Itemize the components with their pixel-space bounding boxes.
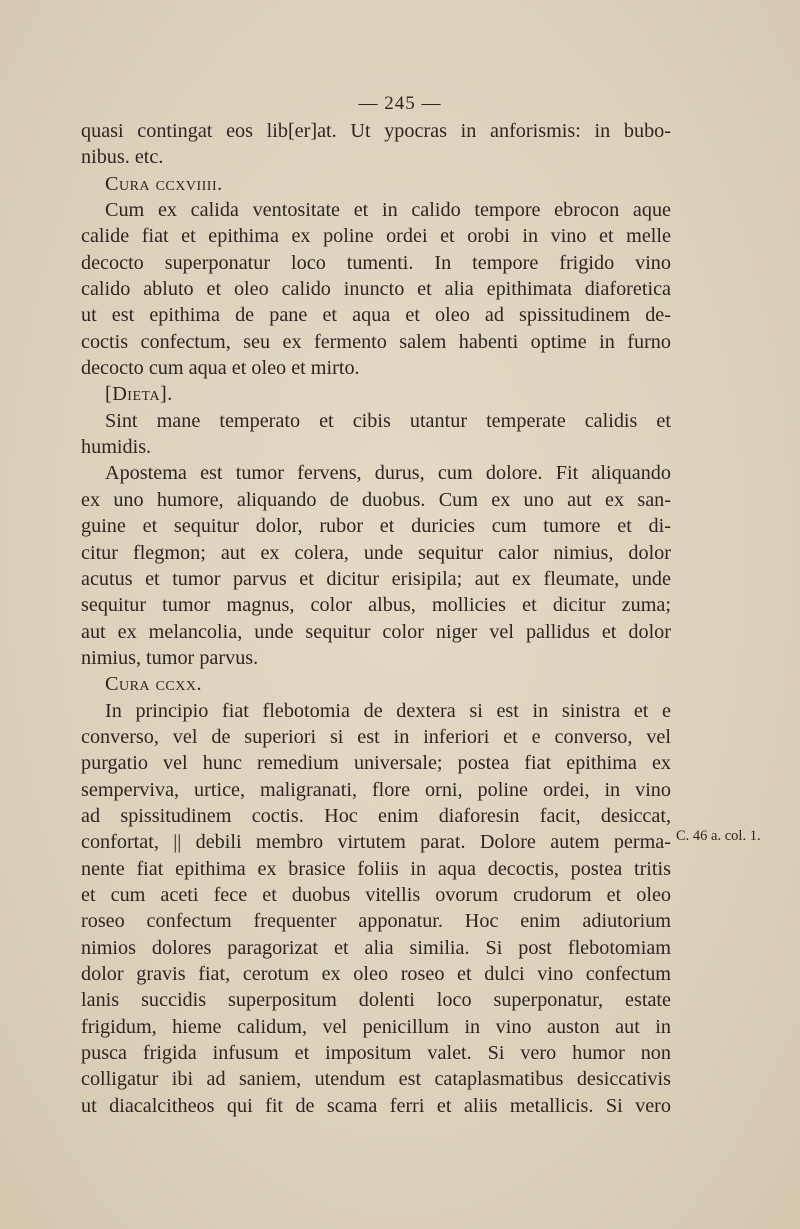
- text-line: humidis.: [81, 436, 152, 459]
- text-line: acutus et tumor parvus et dicitur erisipila; aut ex fleumate, unde: [81, 567, 671, 590]
- text-line: In principio fiat flebotomia de dextera si est in sinistra et e: [105, 699, 671, 722]
- text-line: nimius, tumor parvus.: [81, 646, 259, 669]
- text-line: quasi contingat eos lib[er]at. Ut ypocras in anforismis: in bubo-: [81, 120, 671, 142]
- text-line: Apostema est tumor fervens, durus, cum dolore. Fit aliquando: [105, 462, 671, 485]
- page-number: — 245 —: [358, 93, 442, 114]
- text-line: citur flegmon; aut ex colera, unde sequitur calor nimius, dolor: [81, 541, 671, 564]
- section-heading: Cura ccxviiii.: [105, 172, 223, 195]
- text-line: et cum aceti fece et duobus vitellis ovorum crudorum et oleo: [81, 883, 671, 906]
- text-line: decocto cum aqua et oleo et mirto.: [81, 357, 360, 380]
- text-line: pusca frigida infusum et impositum valet. Si vero humor non: [81, 1042, 671, 1065]
- text-line: nente fiat epithima ex brasice foliis in aqua decoctis, postea tritis: [81, 857, 671, 880]
- margin-note: C. 46 a. col. 1.: [676, 828, 761, 844]
- text-line: converso, vel de superiori si est in inferiori et e converso, vel: [81, 725, 671, 748]
- body-text: [81, 118, 671, 1119]
- text-line: confortat, || debili membro virtutem parat. Dolore autem perma-: [81, 831, 671, 854]
- text-line: nibus. etc.: [81, 146, 164, 169]
- text-line: nimios dolores paragorizat et alia similia. Si post flebotomiam: [81, 936, 671, 959]
- text-line: ex uno humore, aliquando de duobus. Cum ex uno aut ex san-: [81, 488, 671, 511]
- text-line: lanis succidis superpositum dolenti loco superponatur, estate: [81, 989, 671, 1012]
- text-line: colligatur ibi ad saniem, utendum est cataplasmatibus desiccativis: [81, 1068, 671, 1091]
- text-line: aut ex melancolia, unde sequitur color niger vel pallidus et dolor: [81, 620, 671, 643]
- text-line: Cum ex calida ventositate et in calido tempore ebrocon aque: [105, 199, 671, 222]
- text-line: semperviva, urtice, maligranati, flore orni, poline ordei, in vino: [81, 778, 671, 801]
- text-line: coctis confectum, seu ex fermento salem habenti optime in furno: [81, 330, 671, 353]
- text-line: roseo confectum frequenter apponatur. Hoc enim adiutorium: [81, 910, 671, 933]
- text-line: dolor gravis fiat, cerotum ex oleo roseo et dulci vino confectum: [81, 963, 671, 985]
- text-line: ut diacalcitheos qui fit de scama ferri et aliis metallicis. Si vero: [81, 1094, 671, 1117]
- text-line: guine et sequitur dolor, rubor et duricies cum tumore et di-: [81, 515, 671, 538]
- text-line: ut est epithima de pane et aqua et oleo ad spissitudinem de-: [81, 304, 671, 327]
- text-line: decocto superponatur loco tumenti. In tempore frigido vino: [81, 251, 671, 274]
- text-line: calide fiat et epithima ex poline ordei et orobi in vino et melle: [81, 225, 671, 248]
- text-line: Sint mane temperato et cibis utantur temperate calidis et: [105, 409, 671, 432]
- section-heading: Cura ccxx.: [105, 673, 203, 696]
- section-heading: [Dieta].: [105, 383, 173, 406]
- text-line: frigidum, hieme calidum, vel penicillum in vino auston aut in: [81, 1015, 671, 1038]
- text-line: sequitur tumor magnus, color albus, mollicies et dicitur zuma;: [81, 594, 671, 617]
- text-line: ad spissitudinem coctis. Hoc enim diaforesin facit, desiccat,: [81, 804, 671, 827]
- text-line: calido abluto et oleo calido inuncto et alia epithimata diaforetica: [81, 278, 671, 301]
- text-line: purgatio vel hunc remedium universale; postea fiat epithima ex: [81, 752, 671, 775]
